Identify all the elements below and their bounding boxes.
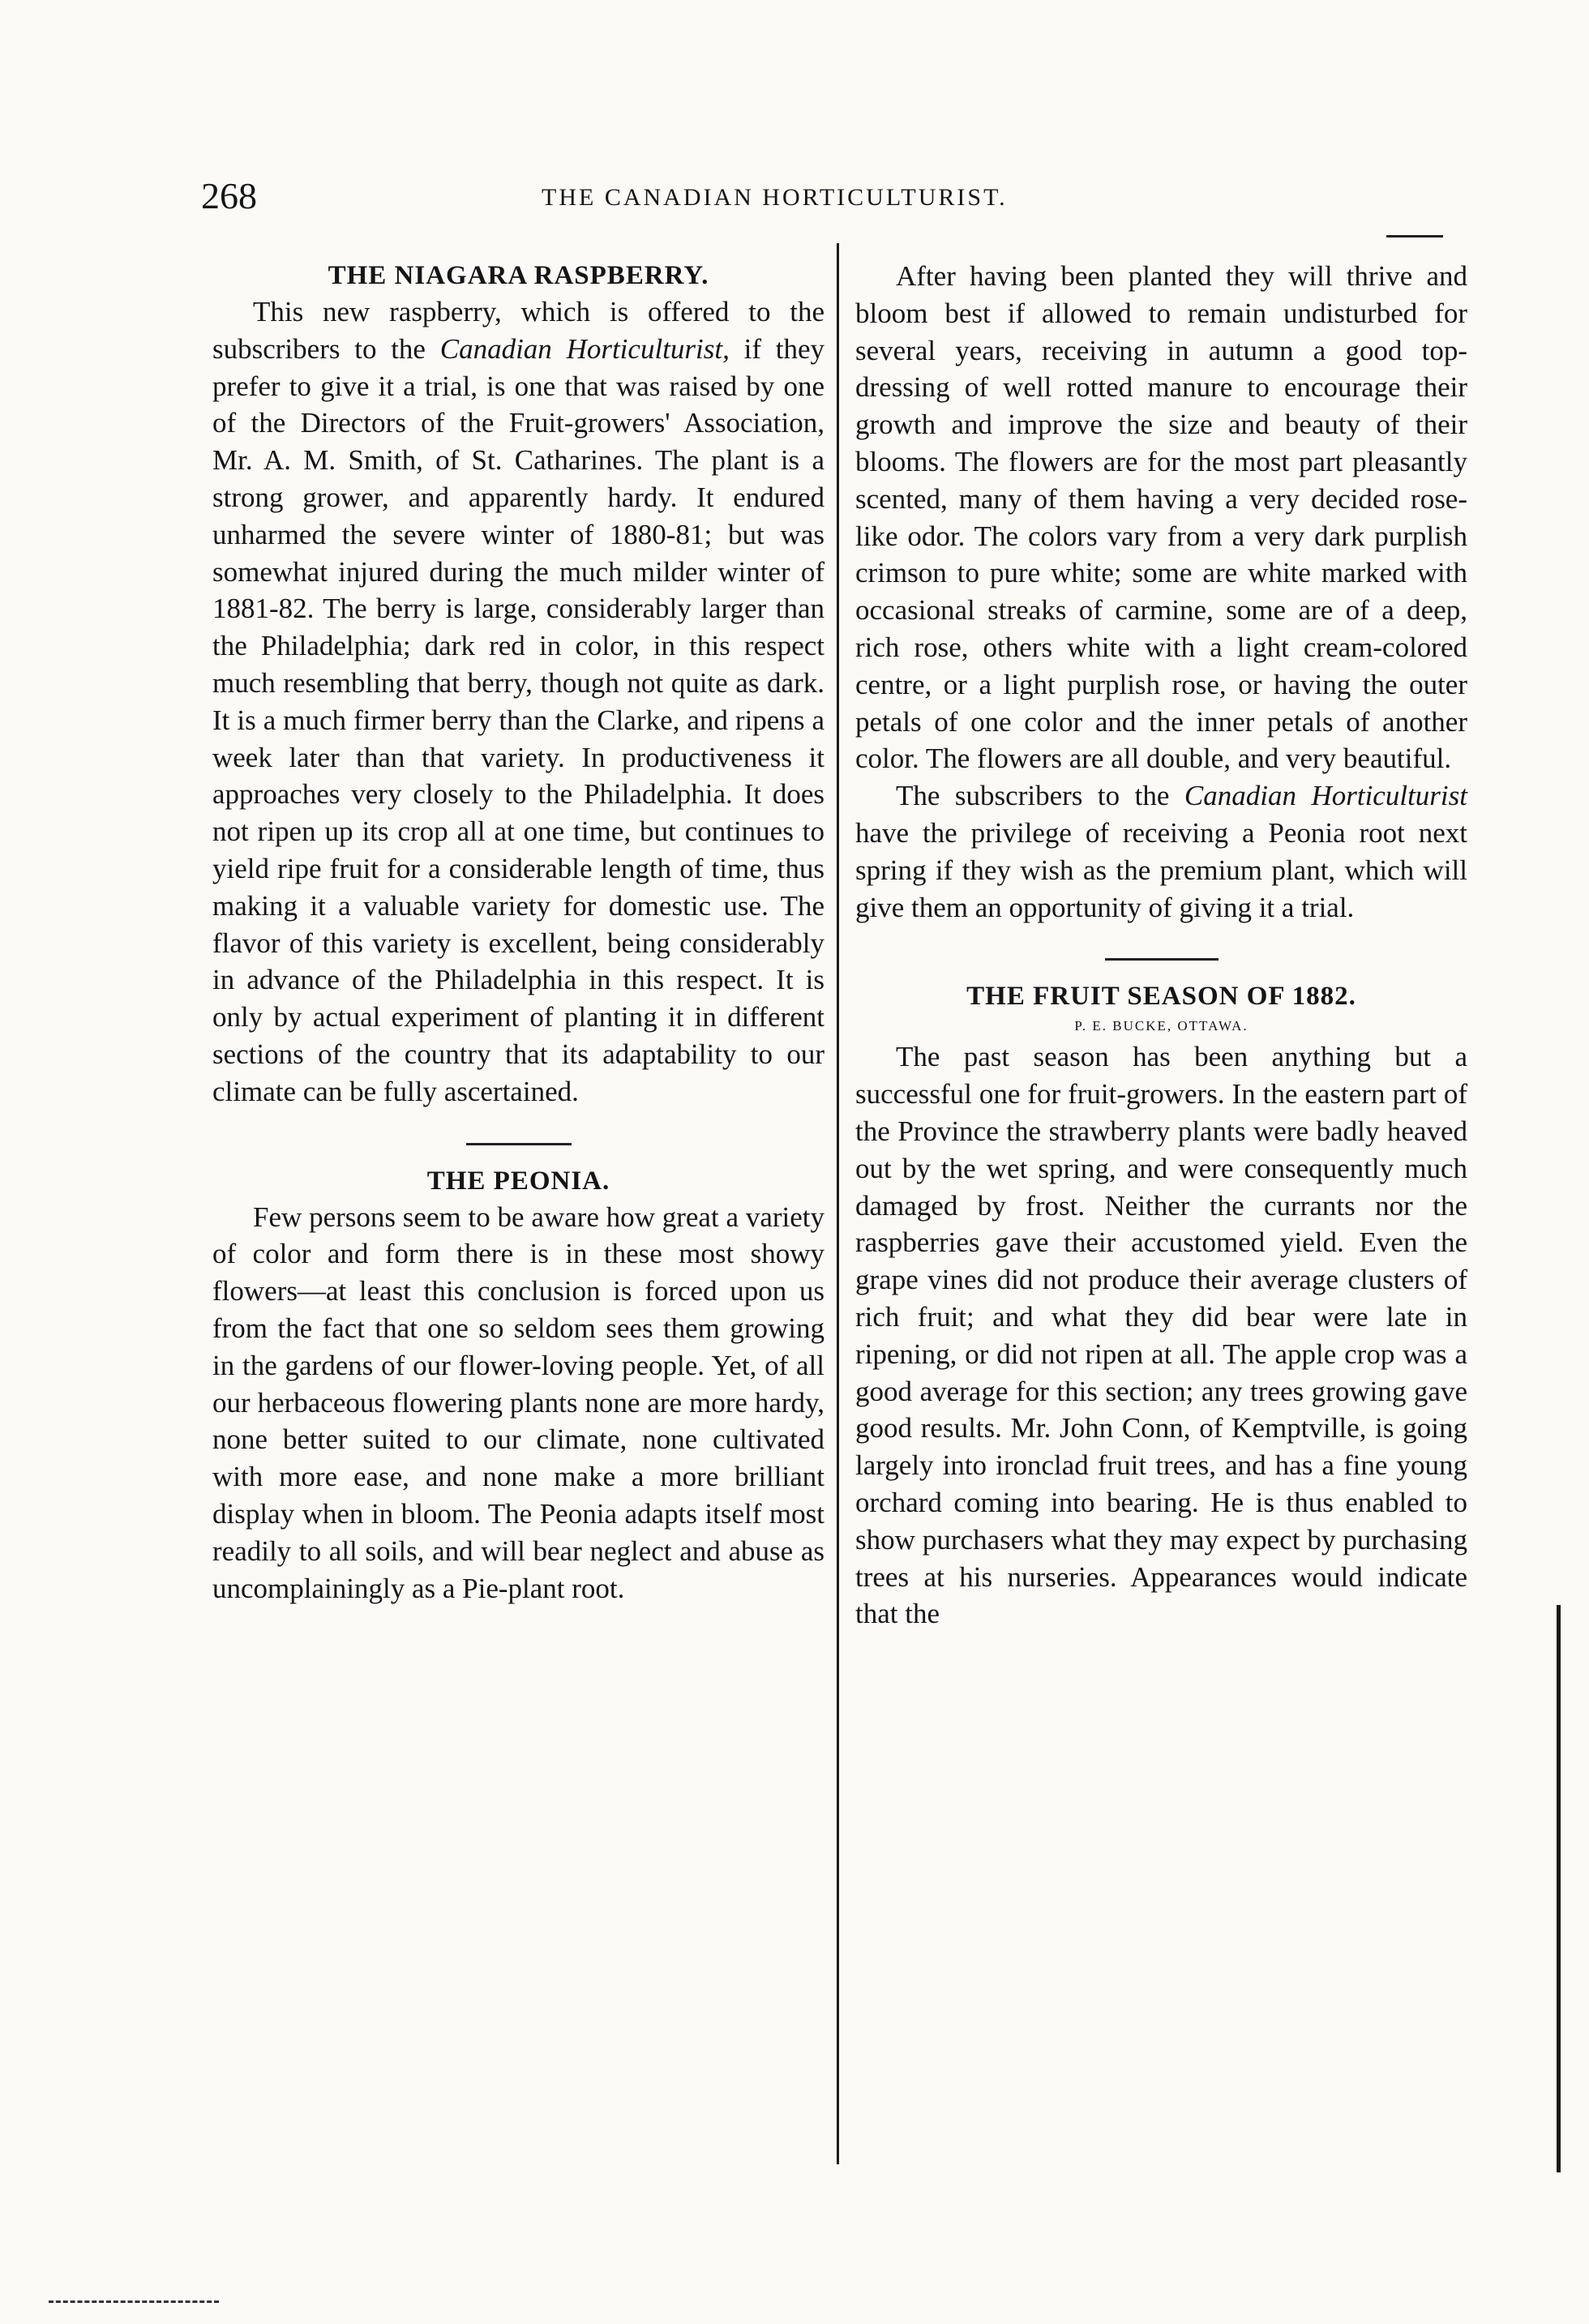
column-divider xyxy=(837,243,839,2164)
article-title-peonia: THE PEONIA. xyxy=(426,1166,610,1196)
peonia-paragraph: Few persons seem to be aware how great a variety of color and form there is in these most showy flowers—at least this conclusion is forced upon us from the fact that one so seldom sees them growing in the gardens of our flower-loving people. Yet, of all our herbaceous flowering plants none are more hardy, none better suited to our climate, none cultivated with more ease, and none make a more brilliant display when in bloom. The Peonia adapts itself most readily to all soils, and will bear neglect and abuse as uncomplainingly as a Pie-plant root. xyxy=(212,1201,824,1604)
section-divider xyxy=(466,1143,572,1145)
raspberry-text-b: if they prefer to give it a trial, is one that was raised by one of the Directors of the Fruit-growers' Association, Mr. A. M. Smith, of St. Catharines. The plant is a strong grower, and apparently hardy. It endured unharmed the severe winter of 1880-81; but was somewhat injured during the much milder winter of 1881-82. The berry is large, considerably larger than the Philadelphia; dark red in color, in this respect much resembling that berry, though not quite as dark. It is a much firmer berry than the Clarke, and ripens a week later than that variety. In productiveness it approaches very closely to the Philadelphia. It does not ripen up its crop all at one time, but continues to yield ripe fruit for a considerable length of time, thus making it a valuable variety for domestic use. The flavor of this variety is excellent, being considerably in advance of the Philadelphia in this respect. It is only by actual experiment of planting it in different sections of the country that its adaptability to our climate can be fully ascertained. xyxy=(212,332,825,1107)
page-edge-bar xyxy=(1557,1605,1561,2172)
header-rule xyxy=(1386,235,1443,238)
page-number: 268 xyxy=(201,175,257,216)
subscribers-text-a: The subscribers to the xyxy=(896,780,1184,812)
raspberry-text-a: This new raspberry, which is offered to the subscribers to the xyxy=(212,296,824,365)
right-column xyxy=(855,258,1467,1633)
subscribers-text-b: have the privilege of receiving a Peonia root next spring if they wish as the premium plant, which will give them an opportunity of giving it a trial. xyxy=(855,816,1467,923)
journal-name-italic: Canadian Horticulturist xyxy=(1184,780,1467,812)
page-header xyxy=(201,172,1441,220)
article-title-raspberry: THE NIAGARA RASPBERRY. xyxy=(328,261,709,290)
peonia-continued-paragraph: After having been planted they will thrive and bloom best if allowed to remain undisturbed for several years, receiving in autumn a good top-dressing of well rotted manure to encourage their growth and improve the size and beauty of their blooms. The flowers are for the most part pleasantly scented, many of them having a very decided rose-like odor. The colors vary from a very dark purplish crimson to pure white; some are white marked with occasional streaks of carmine, some are of a deep, rich rose, others white with a light cream-colored centre, or a light purplish rose, or having the outer petals of one color and the inner petals of another color. The flowers are all double, and very beautiful. xyxy=(855,260,1467,775)
fruit-season-paragraph: The past season has been anything but a successful one for fruit-growers. In the eastern part of the Province the strawberry plants were badly heaved out by the wet spring, and were consequently much damaged by frost. Neither the currants nor the raspberries gave their accustomed yield. Even the grape vines did not produce their average clusters of rich fruit; and what they did bear were late in ripening, or did not ripen at all. The apple crop was a good average for this section; any trees growing gave good results. Mr. John Conn, of Kemptville, is going largely into ironclad fruit trees, and has a fine young orchard coming into bearing. He is thus enabled to show purchasers what they may expect by purchasing trees at his nurseries. Appearances would indicate that the xyxy=(855,1041,1467,1630)
peonia-subscribers-paragraph xyxy=(855,777,1467,926)
article-byline: P. E. BUCKE, OTTAWA. xyxy=(1074,1018,1248,1034)
section-divider xyxy=(1105,958,1219,961)
running-title: THE CANADIAN HORTICULTURIST. xyxy=(542,184,1008,211)
left-column xyxy=(212,258,824,1607)
raspberry-paragraph xyxy=(212,293,824,1111)
article-title-fruit-season: THE FRUIT SEASON OF 1882. xyxy=(966,982,1356,1012)
journal-name-italic: Canadian Horticulturist, xyxy=(439,332,730,365)
page-edge-mark xyxy=(49,2300,219,2305)
